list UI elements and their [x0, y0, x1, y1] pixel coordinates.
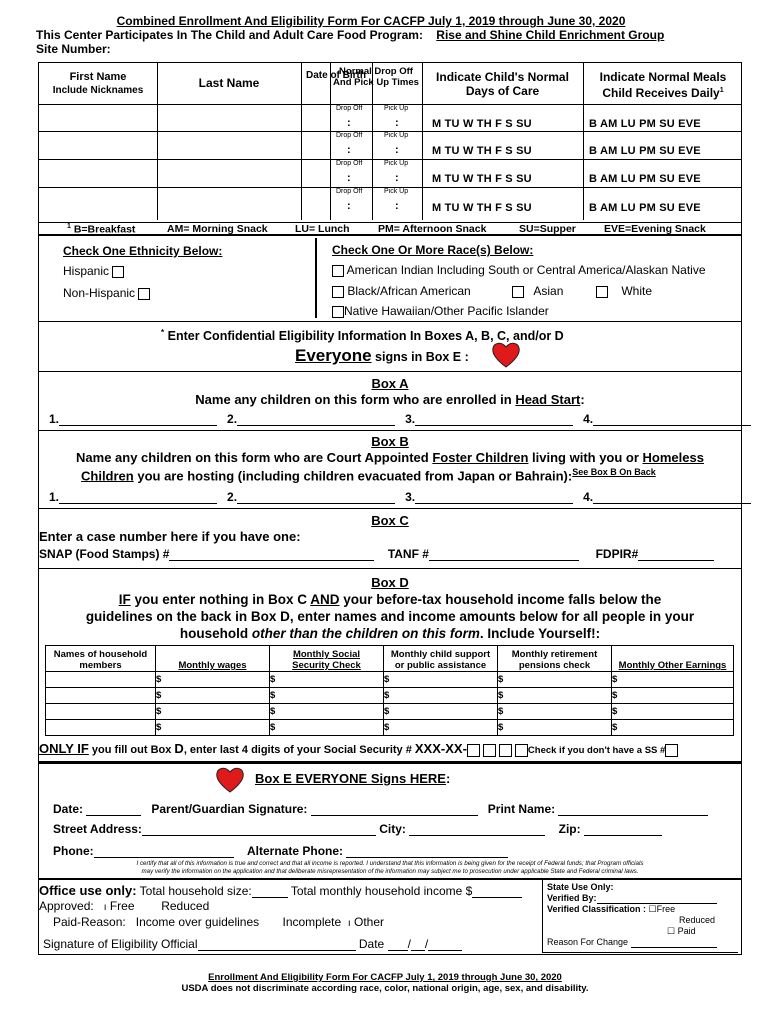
box-b-line2: Children you are hosting (including children evacuated from Japan or Bahrain):$^{See Box B On Back}$: [81, 467, 656, 484]
participates-label: This Center Participates In The Child and Adult Care Food Program:: [36, 28, 423, 42]
col-days: Indicate Child's Normal Days of Care: [436, 70, 569, 98]
date-field[interactable]: [86, 815, 141, 816]
hawaiian-label: Native Hawaiian/Other Pacific Islander: [344, 304, 549, 318]
alt-phone-field[interactable]: [346, 857, 508, 858]
box-c-case: Enter a case number here if you have one:: [39, 529, 301, 544]
non-hispanic-checkbox[interactable]: [138, 288, 150, 300]
income-row[interactable]: $ $ $ $ $: [46, 672, 734, 688]
col-last-name: Last Name: [198, 76, 260, 90]
phone-label: Phone:: [53, 844, 94, 858]
child-row[interactable]: Drop Off Pick Up : : M TU W TH F S SU B AM LU PM SU EVE: [336, 105, 701, 130]
col-child-support: Monthly child support or public assistance: [384, 646, 498, 672]
ssn-line: ONLY IF you fill out Box D, enter last 4 digits of your Social Security # XXX-XX- Check if you don't have a SS #: [39, 741, 678, 757]
snap-label: SNAP (Food Stamps) #: [39, 547, 170, 561]
box-d-text: IF you enter nothing in Box C AND your before-tax household income falls below the guidelines on the back in Box D, enter names and income amounts below for all people in your household other than the children on this form. Include Yourself!:: [85, 592, 695, 641]
box-b: [38, 431, 742, 509]
everyone-signs: Everyone signs in Box E :: [295, 346, 469, 365]
child-row[interactable]: Drop Off Pick Up : : M TU W TH F S SU B AM LU PM SU EVE: [336, 160, 701, 185]
footer: [0, 972, 770, 994]
print-name-label: Print Name:: [487, 802, 556, 816]
confidential-text: * Enter Confidential Eligibility Information In Boxes A, B, C, and/or D: [161, 328, 564, 344]
incomplete-label: Incomplete: [282, 915, 342, 929]
col-monthly-wages: Monthly wages: [156, 646, 270, 672]
alt-phone-label: Alternate Phone:: [247, 844, 344, 858]
hispanic-label: Hispanic: [63, 264, 110, 278]
certify-text: I certify that all of this information is true and correct and that all income is reported. I understand that this information is being given for the receipt of Federal funds; that Program officials may verify the information on the application and that deliberate misrepresentation of the information may subject me to prosecution under applicable State and Federal criminal laws.: [136, 860, 644, 875]
free-label: Free: [109, 899, 135, 913]
american-indian-label: American Indian Including South or Central America/Alaskan Native: [346, 263, 706, 277]
zip-field[interactable]: [584, 835, 662, 836]
col-household-members: Names of household members: [46, 646, 156, 672]
city-field[interactable]: [409, 835, 545, 836]
snap-field[interactable]: [169, 560, 374, 561]
signature-label: Parent/Guardian Signature:: [151, 802, 308, 816]
date-label: Date:: [53, 802, 84, 816]
black-checkbox[interactable]: [332, 286, 344, 298]
child-row[interactable]: Drop Off Pick Up : : M TU W TH F S SU B AM LU PM SU EVE: [336, 132, 701, 157]
col-retirement: Monthly retirement pensions check: [498, 646, 612, 672]
no-ssn-checkbox[interactable]: [665, 744, 678, 757]
tanf-field[interactable]: [429, 560, 579, 561]
fdpir-label: FDPIR#: [595, 547, 639, 561]
other-checkbox[interactable]: ı: [347, 918, 351, 929]
box-a-text: Name any children on this form who are enrolled in Head Start:: [195, 392, 585, 407]
asian-checkbox[interactable]: [512, 286, 524, 298]
site-number-label: Site Number:: [36, 42, 111, 56]
signature-field[interactable]: [311, 815, 478, 816]
box-a-title: Box A: [371, 376, 409, 391]
box-a-lines[interactable]: 1. 2. 3. 4.: [49, 412, 751, 426]
col-first-name: First Name Include Nicknames: [52, 71, 144, 96]
box-e: [38, 762, 742, 879]
box-d-title: Box D: [371, 575, 409, 590]
paid-reason-label: Paid-Reason:: [53, 915, 126, 929]
box-d: [38, 569, 742, 762]
col-drop-pick: Normal Drop Off And Pick Up Times: [333, 66, 419, 88]
ethnicity-title: Check One Ethnicity Below:: [63, 244, 223, 258]
box-e-title: Box E EVERYONE Signs HERE:: [255, 771, 451, 786]
hawaiian-checkbox[interactable]: [332, 306, 344, 318]
household-income-field[interactable]: [472, 897, 522, 898]
income-row[interactable]: $ $ $ $ $: [46, 704, 734, 720]
box-a: [38, 372, 742, 431]
official-date-field[interactable]: [388, 950, 408, 951]
zip-label: Zip:: [558, 822, 581, 836]
phone-field[interactable]: [94, 857, 234, 858]
household-size-label: Total household size:: [139, 884, 252, 898]
income-table: [45, 645, 734, 736]
box-c: [38, 509, 742, 569]
hispanic-checkbox[interactable]: [112, 266, 124, 278]
over-guidelines-label: Income over guidelines: [135, 915, 260, 929]
child-row[interactable]: Drop Off Pick Up : : M TU W TH F S SU B AM LU PM SU EVE: [336, 188, 701, 214]
heart-icon: [491, 341, 521, 369]
income-row[interactable]: $ $ $ $ $: [46, 720, 734, 736]
confidential-section: [38, 322, 742, 372]
form-title: Combined Enrollment And Eligibility Form For CACFP July 1, 2019 through June 30, 2020: [116, 14, 626, 28]
ssn-digit-box[interactable]: [499, 744, 512, 757]
ssn-digit-box[interactable]: [467, 744, 480, 757]
state-free-checkbox[interactable]: ☐: [648, 904, 657, 914]
state-use-box: State Use Only: Verified By: Verified Classification : ☐Free Reduced ☐ Paid Reason For Change: [542, 880, 738, 953]
box-b-line1: Name any children on this form who are Court Appointed Foster Children living with you or Homeless: [76, 450, 704, 465]
office-use-section: Office use only: Total household size: Total monthly household income $ Approved: ı Free Reduced Paid-Reason: Income over guidelines Incomplete ı Other Signature of Eligibility Official Date / / State Use Only: Verified By: Verified Classification : ☐Free Reduced ☐ Paid Reason For Change: [38, 879, 742, 955]
city-label: City:: [379, 822, 406, 836]
official-signature-field[interactable]: [198, 950, 356, 951]
col-other-earnings: Monthly Other Earnings: [612, 646, 734, 672]
black-label: Black/African American: [347, 284, 471, 298]
asian-label: Asian: [533, 284, 564, 298]
free-checkbox[interactable]: ı: [103, 902, 107, 913]
street-field[interactable]: [142, 835, 376, 836]
race-title: Check One Or More Race(s) Below:: [332, 243, 534, 257]
ssn-digit-box[interactable]: [515, 744, 528, 757]
fdpir-field[interactable]: [638, 560, 714, 561]
non-hispanic-label: Non-Hispanic: [63, 286, 136, 300]
household-size-field[interactable]: [252, 897, 288, 898]
household-income-label: Total monthly household income $: [290, 884, 473, 898]
official-date-label: Date: [358, 937, 385, 951]
income-row[interactable]: $ $ $ $ $: [46, 688, 734, 704]
tanf-label: TANF #: [387, 547, 429, 561]
program-name: Rise and Shine Child Enrichment Group: [436, 28, 665, 42]
ssn-digit-box[interactable]: [483, 744, 496, 757]
white-label: White: [621, 284, 653, 298]
office-title: Office use only:: [39, 883, 137, 898]
col-dob: Date of Birth: [306, 70, 366, 81]
street-label: Street Address:: [53, 822, 142, 836]
other-label: Other: [353, 915, 384, 929]
american-indian-checkbox[interactable]: [332, 265, 344, 277]
white-checkbox[interactable]: [596, 286, 608, 298]
footer-disclaimer: USDA does not discriminate according race, color, national origin, age, sex, and disability.: [181, 983, 589, 994]
reduced-label: Reduced: [161, 899, 210, 913]
print-name-field[interactable]: [558, 815, 708, 816]
approved-label: Approved:: [39, 899, 94, 913]
box-b-title: Box B: [371, 434, 409, 449]
form-header: [36, 14, 736, 56]
enrollment-table: First Name Include Nicknames Last Name Date of Birth Normal Drop Off And Pick Up Times Indicate Child's Normal Days of Care Indicate Normal Meals Child Receives Daily$^1$ Drop Off Pick Up : : M TU W TH F S SU B AM LU PM SU EVE Drop Off Pick Up : : M TU W TH F S SU B AM LU PM SU EVE Drop Off Pick Up : : M TU W TH F S SU B AM LU PM SU EVE Drop Off Pick Up : : M TU W TH F S SU B AM LU PM SU EVE $^1$ B=Breakfast AM= Morning Snack LU= Lunch PM= Afternoon Snack SU=Supper EVE=Evening Snack: [38, 62, 742, 235]
heart-icon: [215, 766, 245, 794]
official-signature-label: Signature of Eligibility Official: [43, 937, 198, 951]
footer-title: Enrollment And Eligibility Form For CACFP July 1, 2019 through June 30, 2020: [208, 972, 562, 983]
ethnicity-race-section: [38, 235, 742, 322]
col-meals: Indicate Normal Meals Child Receives Daily$^1$: [599, 70, 727, 100]
col-social-security: Monthly Social Security Check: [270, 646, 384, 672]
box-c-title: Box C: [371, 513, 409, 528]
state-paid-checkbox[interactable]: ☐: [667, 926, 676, 936]
box-b-lines[interactable]: 1. 2. 3. 4.: [49, 490, 751, 504]
